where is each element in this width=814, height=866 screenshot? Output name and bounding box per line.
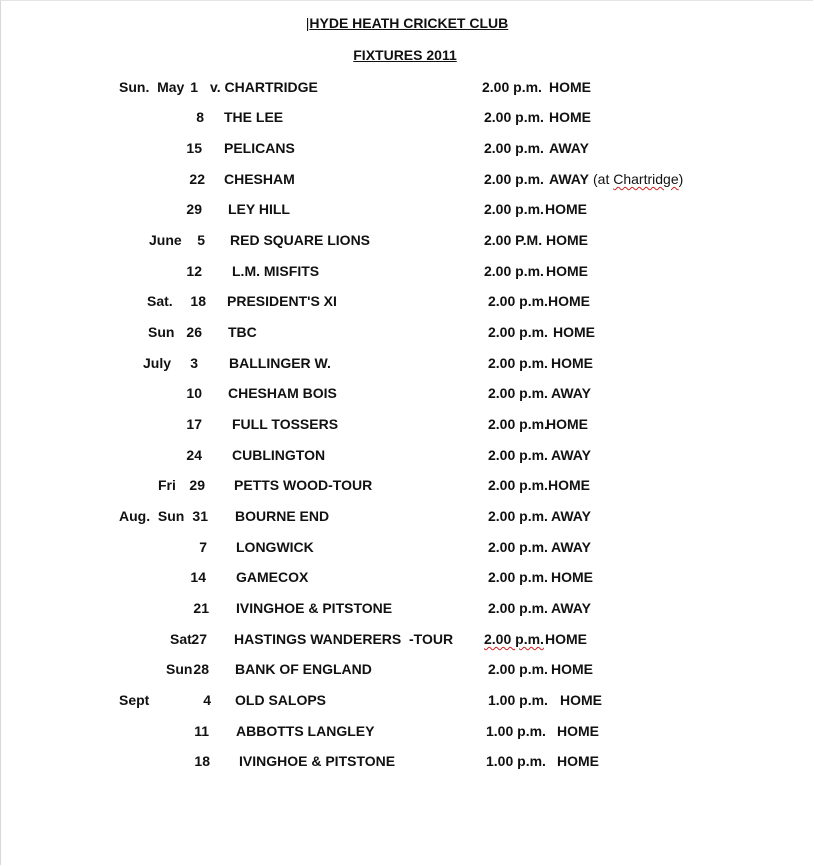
fixture-day: 18: [190, 293, 206, 309]
fixture-day: 11: [194, 723, 209, 739]
fixture-day: 17: [186, 416, 202, 432]
fixture-row: [0, 293, 814, 313]
fixture-date-label: Sun: [166, 661, 193, 677]
fixture-row: [0, 416, 814, 436]
fixture-row: [0, 324, 814, 344]
fixture-opponent: ABBOTTS LANGLEY: [236, 723, 375, 739]
fixture-row: [0, 508, 814, 528]
fixture-opponent: PRESIDENT'S XI: [227, 293, 337, 309]
fixture-row: [0, 600, 814, 620]
fixture-venue: HOME: [549, 109, 591, 125]
fixture-time: 2.00 p.m.: [484, 140, 544, 156]
fixture-opponent: PELICANS: [224, 140, 295, 156]
fixture-venue: HOME: [549, 79, 591, 95]
fixture-venue: HOME: [548, 293, 590, 309]
fixture-venue: HOME: [551, 355, 593, 371]
fixture-row: [0, 232, 814, 252]
fixture-opponent: BANK OF ENGLAND: [235, 661, 372, 677]
fixture-day: 29: [186, 201, 202, 217]
fixture-day: 14: [190, 569, 206, 585]
fixture-venue: HOME: [557, 723, 599, 739]
fixture-day: 3: [190, 355, 198, 371]
fixture-time: 2.00 p.m.: [488, 600, 548, 616]
page-subtitle: FIXTURES 2011: [353, 47, 457, 63]
fixture-day: 31: [192, 508, 208, 524]
fixture-time: 2.00 p.m.: [488, 293, 548, 309]
fixture-venue: HOME: [551, 661, 593, 677]
fixture-day: 8: [196, 109, 204, 125]
fixture-time: 2.00 p.m.: [488, 447, 548, 463]
fixture-row: [0, 79, 814, 99]
fixture-venue: HOME: [545, 631, 587, 647]
fixture-day: 5: [197, 232, 205, 248]
fixture-time: 2.00 p.m.: [488, 508, 548, 524]
fixture-venue: AWAY: [551, 447, 591, 463]
fixture-opponent: LONGWICK: [236, 539, 314, 555]
fixture-opponent: GAMECOX: [236, 569, 309, 585]
fixture-row: [0, 447, 814, 467]
fixture-date-label: Fri: [158, 477, 176, 493]
fixture-time: 1.00 p.m.: [486, 723, 546, 739]
fixture-day: 28: [193, 661, 209, 677]
fixture-opponent: CHESHAM BOIS: [228, 385, 337, 401]
fixture-row: [0, 539, 814, 559]
fixture-venue: HOME: [546, 232, 588, 248]
fixture-opponent: CUBLINGTON: [232, 447, 326, 463]
fixture-date-label: July: [143, 355, 172, 371]
page-title: |HYDE HEATH CRICKET CLUB: [305, 15, 509, 31]
fixture-opponent: THE LEE: [224, 109, 284, 125]
fixture-time: 2.00 p.m.: [488, 416, 548, 432]
fixture-venue: AWAY: [551, 600, 591, 616]
fixture-day: 1: [190, 79, 198, 95]
fixture-time: 1.00 p.m.: [486, 753, 546, 769]
fixture-day: 10: [186, 385, 202, 401]
fixture-day: 24: [186, 447, 202, 463]
fixture-opponent: TBC: [228, 324, 257, 340]
fixture-opponent: BOURNE END: [235, 508, 330, 524]
fixture-day: 26: [186, 324, 202, 340]
fixture-row: [0, 631, 814, 651]
fixture-venue: AWAY: [549, 171, 589, 187]
fixture-venue: AWAY: [551, 385, 591, 401]
fixture-venue: HOME: [553, 324, 595, 340]
fixture-row: [0, 263, 814, 283]
fixture-time: 2.00 p.m.: [484, 109, 544, 125]
fixture-time: 2.00 p.m.: [484, 201, 544, 217]
fixture-row: [0, 385, 814, 405]
fixture-time: 2.00 p.m.: [488, 539, 548, 555]
fixture-time: 2.00 p.m.: [488, 661, 548, 677]
fixture-row: [0, 355, 814, 375]
fixture-date-label: Sun: [148, 324, 175, 340]
fixture-date-label: Sat.: [147, 293, 173, 309]
fixture-opponent: IVINGHOE & PITSTONE: [236, 600, 393, 616]
fixture-opponent: RED SQUARE LIONS: [230, 232, 371, 248]
fixture-date-label: Sun. May: [119, 79, 185, 95]
fixture-day: 21: [193, 600, 209, 616]
fixture-time: 1.00 p.m.: [488, 692, 548, 708]
fixture-row: [0, 201, 814, 221]
fixture-venue: HOME: [557, 753, 599, 769]
fixture-row: [0, 477, 814, 497]
fixture-opponent: L.M. MISFITS: [232, 263, 320, 279]
fixture-opponent: BALLINGER W.: [229, 355, 331, 371]
fixture-venue: AWAY: [549, 140, 589, 156]
fixture-venue: HOME: [548, 477, 590, 493]
fixture-opponent: FULL TOSSERS: [232, 416, 339, 432]
fixture-row: [0, 661, 814, 681]
fixture-row: [0, 723, 814, 743]
fixture-time: 2.00 p.m.: [488, 355, 548, 371]
fixture-time: 2.00 p.m.: [488, 324, 548, 340]
fixture-venue: HOME: [546, 263, 588, 279]
misspelled-word: Chartridge: [613, 171, 679, 187]
fixture-row: [0, 569, 814, 589]
fixture-date-label: Aug. Sun: [119, 508, 185, 524]
fixture-venue: AWAY: [551, 539, 591, 555]
fixture-day: 18: [194, 753, 210, 769]
fixture-date-label: Sat: [170, 631, 192, 647]
fixture-venue-note: (at Chartridge): [593, 171, 684, 187]
fixture-row: [0, 109, 814, 129]
fixture-day: 29: [189, 477, 205, 493]
fixture-row: [0, 753, 814, 773]
fixture-row: [0, 140, 814, 160]
fixture-time: 2.00 p.m.: [488, 385, 548, 401]
fixture-opponent: v. CHARTRIDGE: [210, 79, 318, 95]
fixture-opponent: PETTS WOOD-TOUR: [234, 477, 373, 493]
fixture-venue: HOME: [560, 692, 602, 708]
fixture-opponent: HASTINGS WANDERERS -TOUR: [234, 631, 454, 647]
fixture-opponent: OLD SALOPS: [235, 692, 327, 708]
fixture-venue: HOME: [551, 569, 593, 585]
fixture-day: 27: [191, 631, 207, 647]
fixture-day: 22: [189, 171, 205, 187]
fixture-opponent: CHESHAM: [224, 171, 295, 187]
fixture-day: 12: [186, 263, 202, 279]
fixture-time: 2.00 p.m.: [484, 631, 544, 647]
fixture-venue: AWAY: [551, 508, 591, 524]
club-name: HYDE HEATH CRICKET CLUB: [309, 15, 509, 31]
fixture-row: [0, 171, 814, 191]
fixture-venue: HOME: [546, 416, 588, 432]
fixture-date-label: Sept: [119, 692, 150, 708]
fixture-time: 2.00 p.m.: [488, 477, 548, 493]
fixture-time: 2.00 p.m.: [484, 171, 544, 187]
fixture-time: 2.00 p.m.: [484, 263, 544, 279]
fixture-day: 15: [186, 140, 202, 156]
fixture-day: 4: [203, 692, 211, 708]
fixture-time: 2.00 P.M.: [484, 232, 543, 248]
fixture-venue: HOME: [545, 201, 587, 217]
fixture-day: 7: [199, 539, 207, 555]
fixture-opponent: IVINGHOE & PITSTONE: [239, 753, 396, 769]
fixture-row: [0, 692, 814, 712]
fixture-time: 2.00 p.m.: [488, 569, 548, 585]
fixture-opponent: LEY HILL: [228, 201, 290, 217]
fixture-time: 2.00 p.m.: [482, 79, 542, 95]
fixture-date-label: June: [149, 232, 182, 248]
